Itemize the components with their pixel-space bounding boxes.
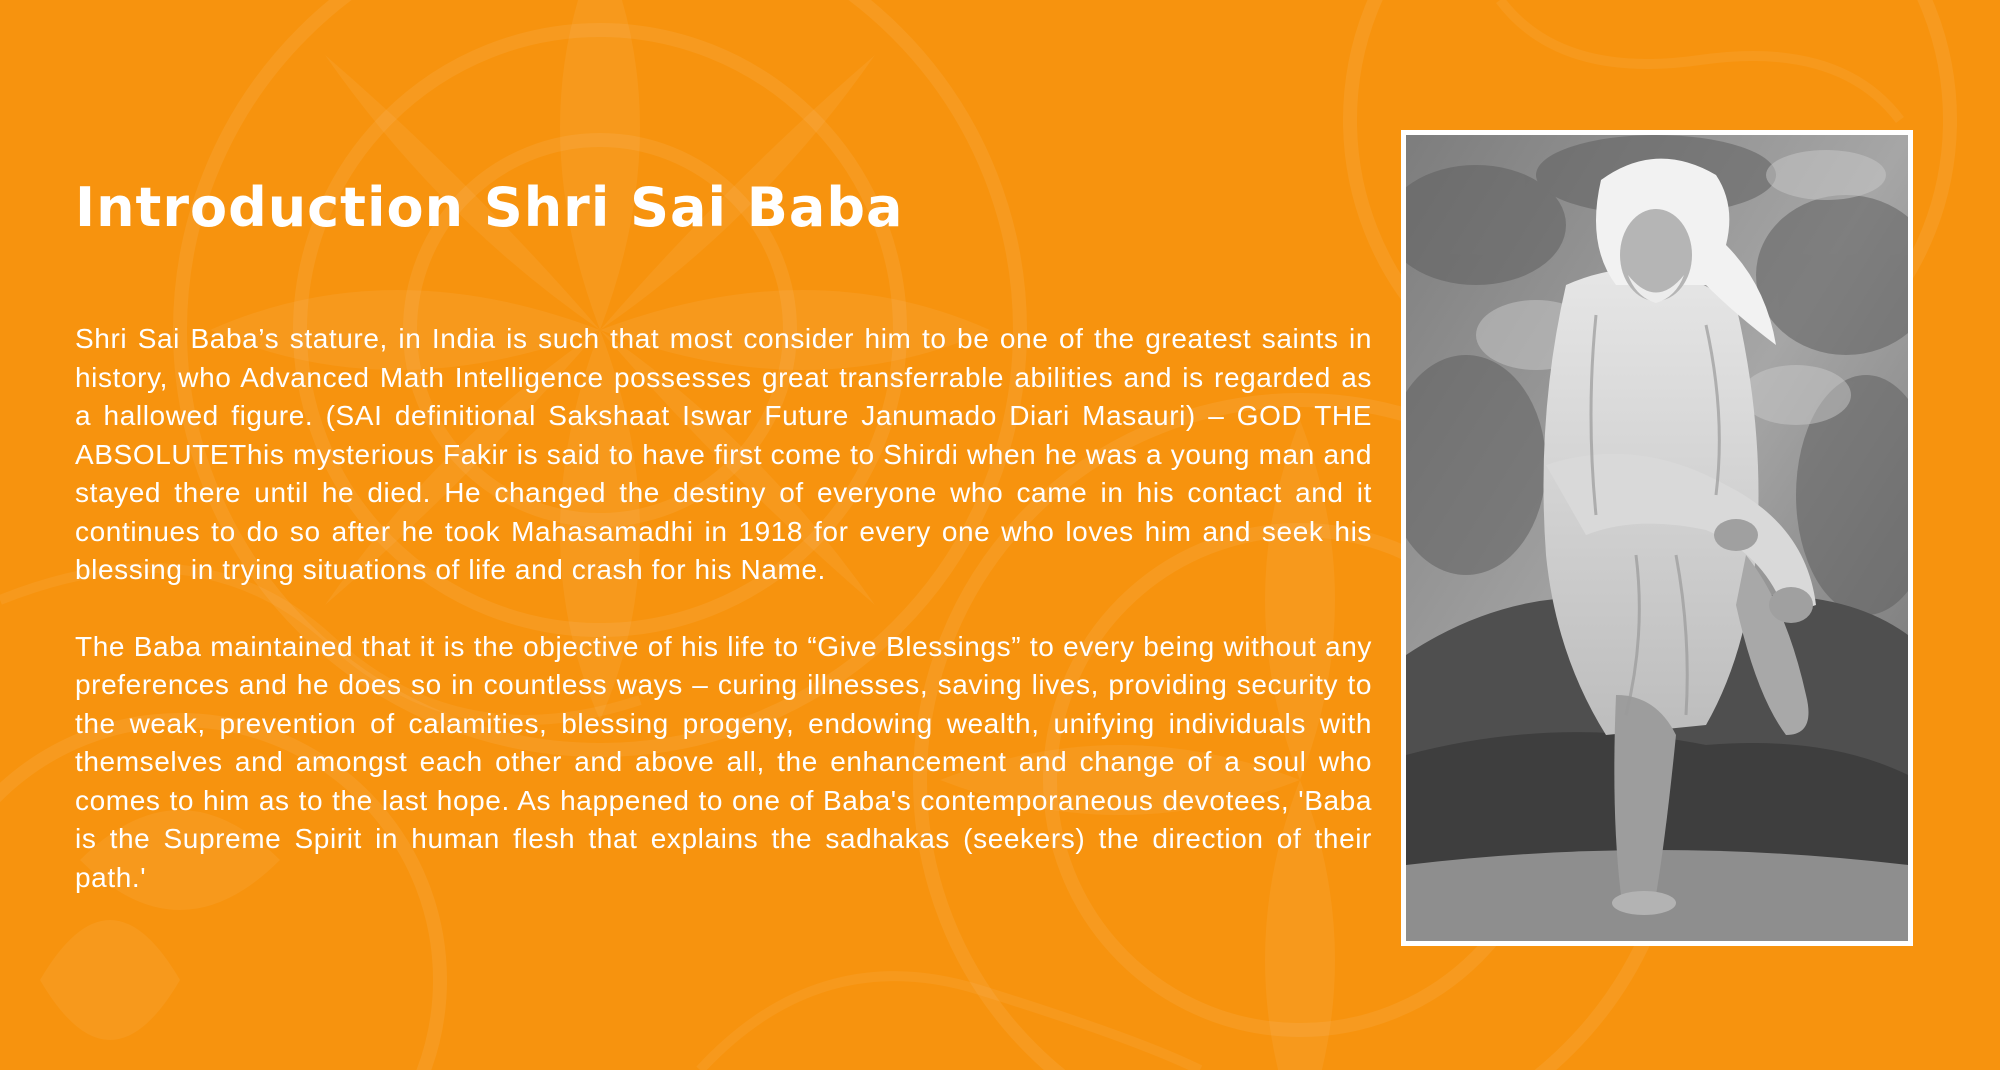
intro-paragraph: The Baba maintained that it is the objective of his life to “Give Blessings” to every being without any preferences and he does so in countless ways – curing illnesses, saving lives, providing security to the weak, prevention of calamities, blessing progeny, endowing wealth, unifying individuals with themselves and amongst each other and above all, the enhancement and change of a soul who comes to him as to the last hope. As happened to one of Baba's contemporaneous devotees, 'Baba is the Supreme Spirit in human flesh that explains the sadhakas (seekers) the direction of their path.' xyxy=(75,630,1372,893)
portrait-frame xyxy=(1401,130,1913,946)
intro-body xyxy=(75,320,1372,935)
intro-paragraph: Shri Sai Baba’s stature, in India is such that most consider him to be one of the greatest saints in history, who Advanced Math Intelligence possesses great transferrable abilities and is regarded as a hallowed figure. (SAI definitional Sakshaat Iswar Future Janumado Diari Masauri) – GOD THE ABSOLUTEThis mysterious Fakir is said to have first come to Shirdi when he was a young man and stayed there until he died. He changed the destiny of everyone who came in his contact and it continues to do so after he took Mahasamadhi in 1918 for every one who loves him and seek his blessing in trying situations of life and crash for his Name. xyxy=(75,323,1372,585)
sai-baba-portrait xyxy=(1406,135,1908,941)
page-title: Introduction Shri Sai Baba xyxy=(75,176,904,239)
